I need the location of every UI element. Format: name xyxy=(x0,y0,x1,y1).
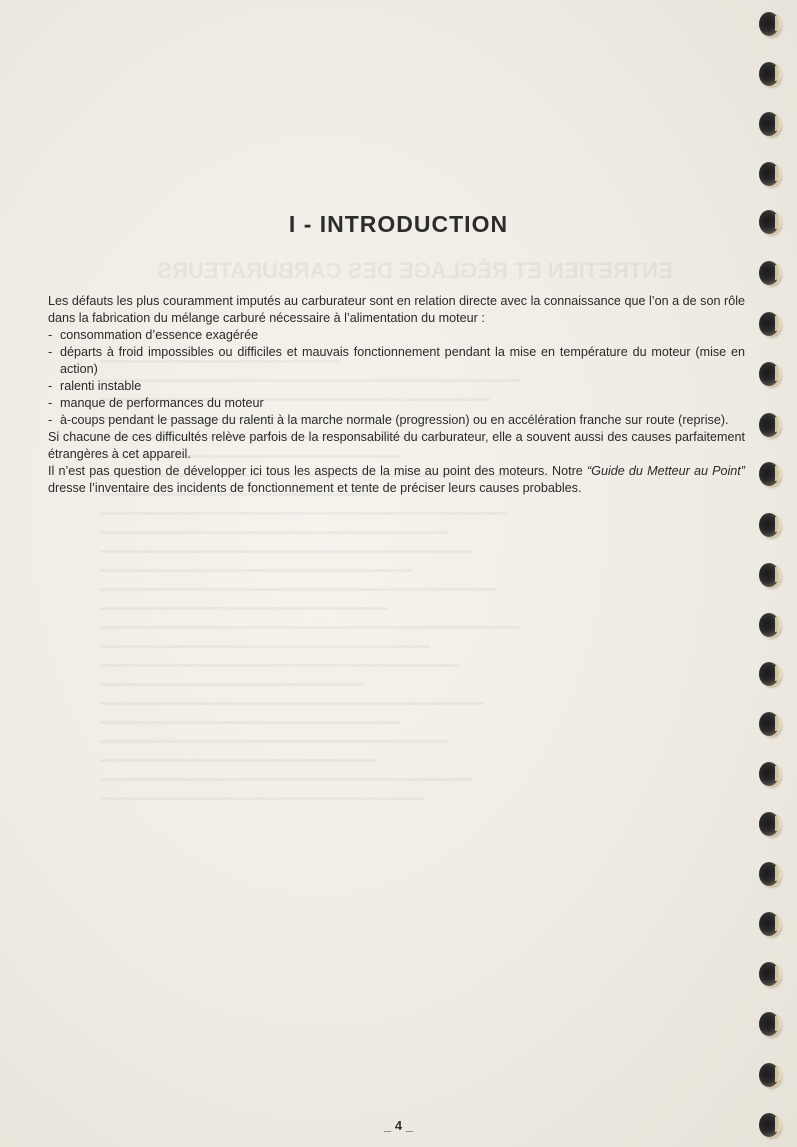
binding-hole-icon xyxy=(759,1012,779,1036)
list-item: - ralenti instable xyxy=(48,378,745,395)
binding-hole-icon xyxy=(759,312,779,336)
binding-hole-icon xyxy=(759,362,779,386)
introduction-body xyxy=(48,293,745,497)
binding-hole-icon xyxy=(759,413,779,437)
intro-paragraph: Les défauts les plus couramment imputés au carburateur sont en relation directe avec la connaissance que l’on a de son rôle dans la fabrication du mélange carburé nécessaire à l’alimentation du moteur : xyxy=(48,294,745,325)
binding-hole-icon xyxy=(759,162,779,186)
list-item: - à-coups pendant le passage du ralenti à la marche normale (progression) ou en accélération franche sur route (reprise). xyxy=(48,412,745,429)
defects-list xyxy=(48,327,745,429)
binding-hole-icon xyxy=(759,962,779,986)
binding-hole-icon xyxy=(759,563,779,587)
third-paragraph-end: dresse l’inventaire des incidents de fonctionnement et tente de préciser leurs causes probables. xyxy=(48,481,582,495)
binding-hole-icon xyxy=(759,613,779,637)
binding-hole-icon xyxy=(759,513,779,537)
binding-hole-icon xyxy=(759,762,779,786)
binding-hole-icon xyxy=(759,261,779,285)
second-paragraph: Si chacune de ces difficultés relève parfois de la responsabilité du carburateur, elle a souvent aussi des causes parfaitement étrangères à cet appareil. xyxy=(48,430,745,461)
binding-hole-icon xyxy=(759,1063,779,1087)
page-title: I - INTRODUCTION xyxy=(288,211,509,237)
binding-hole-icon xyxy=(759,862,779,886)
binding-hole-icon xyxy=(759,62,779,86)
guide-title-reference: “Guide du Metteur au Point” xyxy=(586,464,746,478)
binding-hole-icon xyxy=(759,12,779,36)
binding-hole-icon xyxy=(759,112,779,136)
show-through-text: ENTRETIEN ET RÉGLAGE DES CARBURATEURS xyxy=(157,258,673,283)
binding-hole-icon xyxy=(759,712,779,736)
spiral-binding xyxy=(747,0,797,1147)
third-paragraph-start: Il n’est pas question de développer ici tous les aspects de la mise au point des moteurs. Notre xyxy=(48,464,587,478)
list-item: - consommation d’essence exagérée xyxy=(48,327,745,344)
third-paragraph xyxy=(48,463,745,497)
list-item: - départs à froid impossibles ou difficiles et mauvais fonctionnement pendant la mise en température du moteur (mise en action) xyxy=(48,344,745,378)
list-item: - manque de performances du moteur xyxy=(48,395,745,412)
page-number: _ 4 _ xyxy=(384,1118,413,1133)
binding-hole-icon xyxy=(759,662,779,686)
binding-hole-icon xyxy=(759,812,779,836)
binding-hole-icon xyxy=(759,462,779,486)
binding-hole-icon xyxy=(759,912,779,936)
